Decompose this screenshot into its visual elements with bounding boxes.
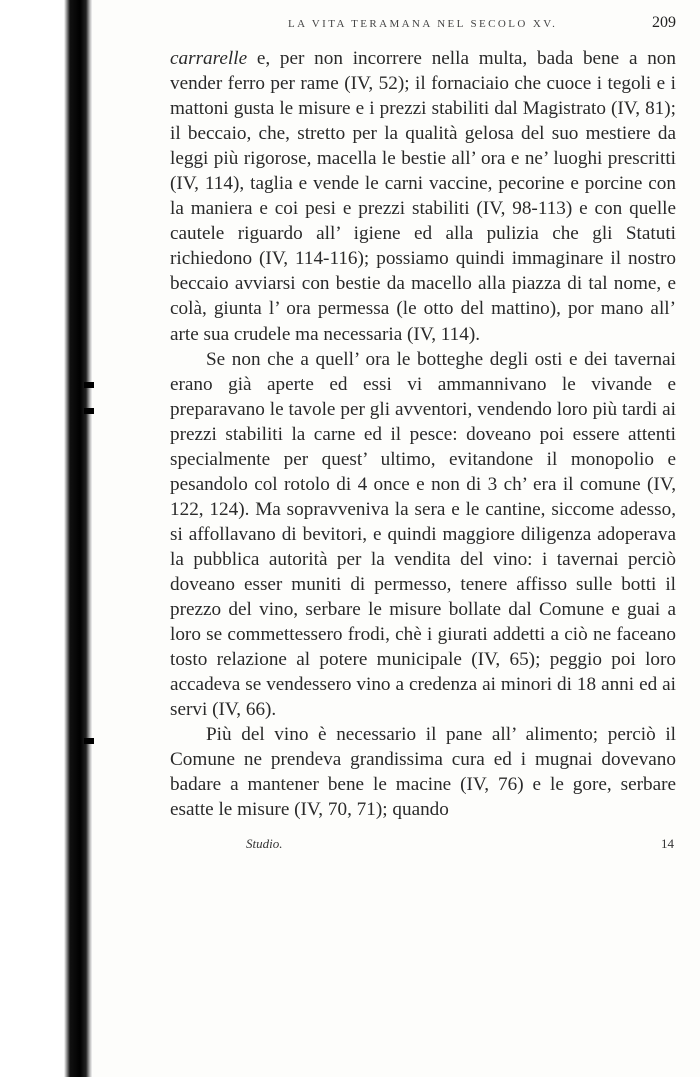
signature-mark: Studio.: [246, 836, 283, 852]
running-head: [170, 14, 676, 36]
binding-mark: [84, 408, 94, 414]
paragraph: Se non che a quell’ ora le botteghe degli osti e dei tavernai erano già aperte ed essi vi ammannivano le vivande e preparavano le tavole per gli avventori, vendendo loro più tardi ai prezzi stabiliti la carne ed il pesce: doveano poi essere attenti specialmente per quest’ ultimo, evitandone il monopolio e pesandolo col rotolo di 4 once e non di 3 ch’ era il comune (IV, 122, 124). Ma sopravveniva la sera e le cantine, siccome adesso, si affollavano di bevitori, e quindi maggiore diligenza adoperava la pubblica autorità per la vendita del vino: i tavernai perciò doveano esser muniti di permesso, tenere affisso sulle botti il prezzo del vino, serbare le misure bollate dal Comune e guai a loro se commettessero frodi, chè i giurati addetti a ciò ne faceano tosto relazione al potere municipale (IV, 65); peggio poi loro accadeva se vendessero vino a credenza ai minori di 18 anni ed ai servi (IV, 66).: [170, 348, 676, 721]
italic-word: carrarelle: [170, 48, 248, 69]
paragraph-text: e, per non incorrere nella multa, bada bene a non vender ferro per rame (IV, 52); il fornaciaio che cuoce i tegoli e i mattoni gusta le misure e i prezzi stabiliti dal Magistrato (IV, 81); il beccaio, che, stretto per la qualità gelosa del suo mestiere da leggi più rigorose, macella le bestie all’ ora e ne’ luoghi prescritti (IV, 114), taglia e vende le carni vaccine, pecorine e porcine con la maniera e coi pesi e prezzi stabiliti (IV, 98-113) e con quelle cautele riguardo all’ igiene ed alla pulizia che gli Statuti richiedono (IV, 114-116); possiamo quindi immaginare il nostro beccaio avviarsi con bestie da macello alla piazza di tal nome, e colà, giunta l’ ora permessa (le otto del mattino), por mano all’ arte sua crudele ma necessaria (IV, 114).: [170, 48, 676, 345]
page-footer: [170, 836, 676, 856]
running-title: LA VITA TERAMANA NEL SECOLO XV.: [288, 18, 558, 30]
page-number: 209: [652, 14, 676, 31]
binding-mark: [84, 382, 94, 388]
paragraph: Più del vino è necessario il pane all’ alimento; perciò il Comune ne prendeva grandissima cura ed i mugnai dovevano badare a mantener bene le macine (IV, 76) e le gore, serbare esatte le misure (IV, 70, 71); quando: [170, 724, 676, 821]
sheet-number: 14: [661, 836, 674, 852]
body-text: [170, 46, 676, 822]
book-binding: [0, 0, 92, 1077]
paragraph: [170, 46, 676, 347]
book-page: [170, 14, 676, 856]
binding-mark: [84, 738, 94, 744]
